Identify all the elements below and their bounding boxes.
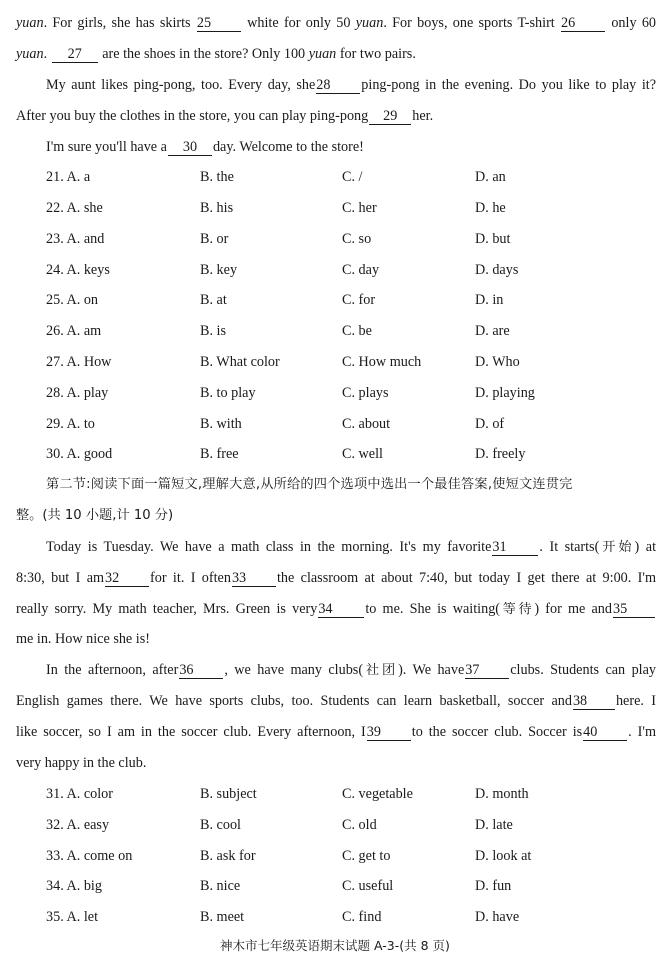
text: day. Welcome to the store! <box>212 139 364 155</box>
text: English games there. We have sports clubs, too. Students can learn basketball, soccer and <box>16 693 572 709</box>
option-c: C. vegetable <box>342 786 413 802</box>
passage2-line-2 <box>16 569 656 587</box>
blank-37: 37 <box>465 662 509 679</box>
option-a: 24. A. keys <box>46 262 110 278</box>
blank-31: 31 <box>492 539 538 556</box>
text: . It starts( <box>539 539 600 555</box>
option-d: D. late <box>475 817 513 833</box>
option-c: C. / <box>342 169 363 185</box>
text: ) at <box>634 539 657 555</box>
text: here. I <box>615 693 656 709</box>
text: for it. I often <box>150 570 231 586</box>
blank-33: 33 <box>232 570 276 587</box>
text: After you buy the clothes in the store, you can play ping-pong <box>16 108 369 124</box>
text: really sorry. My math teacher, Mrs. Green is very <box>16 601 318 617</box>
text: . <box>43 46 48 62</box>
text: . I'm <box>628 724 656 740</box>
option-b: B. his <box>200 200 234 216</box>
option-b: B. nice <box>200 878 241 894</box>
section-heading-line-2: 整。(共 10 小题,计 10 分) <box>16 508 174 523</box>
option-a: 27. A. How <box>46 354 112 370</box>
option-a: 32. A. easy <box>46 817 110 833</box>
text: white for only 50 <box>247 15 351 31</box>
option-d: D. Who <box>475 354 520 370</box>
option-d: D. freely <box>475 446 526 462</box>
option-d: D. are <box>475 323 510 339</box>
text: for two pairs. <box>339 46 416 62</box>
option-a: 25. A. on <box>46 292 99 308</box>
text: 社团 <box>363 663 399 678</box>
passage2-line-3 <box>16 600 656 619</box>
text: Today is Tuesday. We have a math class in the morning. It's my favorite <box>46 539 492 555</box>
blank-30: 30 <box>168 139 212 156</box>
blank-38: 38 <box>573 693 615 710</box>
option-b: B. with <box>200 416 242 432</box>
option-a: 29. A. to <box>46 416 95 432</box>
text: ping-pong in the evening. Do you like to play it? <box>361 77 657 93</box>
option-c: C. plays <box>342 385 389 401</box>
option-d: D. he <box>475 200 506 216</box>
option-a: 22. A. she <box>46 200 103 216</box>
text: . For boys, one sports T-shirt <box>383 15 555 31</box>
passage2-line-6 <box>16 692 656 710</box>
option-c: C. get to <box>342 848 391 864</box>
blank-27: 27 <box>52 46 98 63</box>
passage1-line-4 <box>16 107 656 125</box>
text: yuan <box>355 15 384 31</box>
passage2-line-7 <box>16 723 656 741</box>
option-b: B. subject <box>200 786 257 802</box>
text: yuan <box>16 46 44 62</box>
text: , we have many clubs( <box>224 662 364 678</box>
option-d: D. playing <box>475 385 535 401</box>
option-a: 28. A. play <box>46 385 109 401</box>
option-d: D. of <box>475 416 505 432</box>
passage2-line-8: very happy in the club. <box>16 755 147 771</box>
blank-26: 26 <box>561 15 605 32</box>
page-footer: 神木市七年级英语期末试题 A-3-(共 8 页) <box>220 938 450 953</box>
blank-40: 40 <box>583 724 627 741</box>
blank-25: 25 <box>197 15 241 32</box>
option-b: B. ask for <box>200 848 256 864</box>
option-c: C. old <box>342 817 377 833</box>
blank-36: 36 <box>179 662 223 679</box>
text: only 60 <box>611 15 657 31</box>
blank-39: 39 <box>367 724 411 741</box>
option-b: B. the <box>200 169 234 185</box>
option-c: C. well <box>342 446 383 462</box>
option-b: B. at <box>200 292 227 308</box>
option-c: C. about <box>342 416 391 432</box>
text: ) for me and <box>534 601 612 617</box>
text: are the shoes in the store? Only 100 <box>102 46 306 62</box>
text: clubs. Students can play <box>510 662 656 678</box>
text: to the soccer club. Soccer is <box>411 724 583 740</box>
option-c: C. for <box>342 292 376 308</box>
option-b: B. free <box>200 446 239 462</box>
text: ). We have <box>398 662 465 678</box>
passage2-line-4: me in. How nice she is! <box>16 631 150 647</box>
blank-34: 34 <box>318 601 364 618</box>
option-c: C. How much <box>342 354 422 370</box>
option-b: B. key <box>200 262 238 278</box>
blank-29: 29 <box>369 108 411 125</box>
text: 8:30, but I am <box>16 570 105 586</box>
passage1-line-3 <box>46 76 656 94</box>
option-c: C. so <box>342 231 372 247</box>
option-b: B. cool <box>200 817 241 833</box>
text: yuan <box>308 46 337 62</box>
option-b: B. to play <box>200 385 256 401</box>
option-a: 31. A. color <box>46 786 113 802</box>
option-b: B. What color <box>200 354 280 370</box>
option-a: 30. A. good <box>46 446 113 462</box>
passage2-line-5 <box>46 661 656 680</box>
passage1-line-2 <box>16 45 656 63</box>
option-a: 34. A. big <box>46 878 102 894</box>
blank-35: 35 <box>613 601 655 618</box>
option-d: D. fun <box>475 878 512 894</box>
option-d: D. month <box>475 786 529 802</box>
option-c: C. be <box>342 323 372 339</box>
option-d: D. have <box>475 909 520 925</box>
text: her. <box>412 108 434 124</box>
text: the classroom at about 7:40, but today I get there at 9:00. I'm <box>276 570 656 586</box>
blank-32: 32 <box>105 570 149 587</box>
option-d: D. but <box>475 231 511 247</box>
option-a: 35. A. let <box>46 909 99 925</box>
option-b: B. or <box>200 231 229 247</box>
text: yuan <box>16 15 44 31</box>
option-d: D. days <box>475 262 519 278</box>
option-c: C. useful <box>342 878 394 894</box>
option-c: C. find <box>342 909 382 925</box>
text: My aunt likes ping-pong, too. Every day, she <box>46 77 316 93</box>
option-d: D. in <box>475 292 504 308</box>
option-c: C. her <box>342 200 377 216</box>
option-a: 26. A. am <box>46 323 102 339</box>
passage2-line-1 <box>46 538 656 557</box>
text: to me. She is waiting( <box>365 601 501 617</box>
passage1-line-1 <box>16 14 656 32</box>
option-d: D. look at <box>475 848 532 864</box>
option-b: B. is <box>200 323 227 339</box>
text: I'm sure you'll have a <box>46 139 167 155</box>
option-d: D. an <box>475 169 506 185</box>
text: 开始 <box>599 540 635 555</box>
option-a: 23. A. and <box>46 231 105 247</box>
text: 等待 <box>500 602 535 617</box>
section-heading-line-1: 第二节:阅读下面一篇短文,理解大意,从所给的四个选项中选出一个最佳答案,使短文连贯完 <box>46 477 573 492</box>
text: like soccer, so I am in the soccer club. Every afternoon, I <box>16 724 366 740</box>
text: In the afternoon, after <box>46 662 179 678</box>
blank-28: 28 <box>316 77 360 94</box>
option-a: 33. A. come on <box>46 848 133 864</box>
passage1-line-5 <box>46 138 656 156</box>
text: . For girls, she has skirts <box>43 15 191 31</box>
option-b: B. meet <box>200 909 245 925</box>
option-a: 21. A. a <box>46 169 91 185</box>
option-c: C. day <box>342 262 380 278</box>
